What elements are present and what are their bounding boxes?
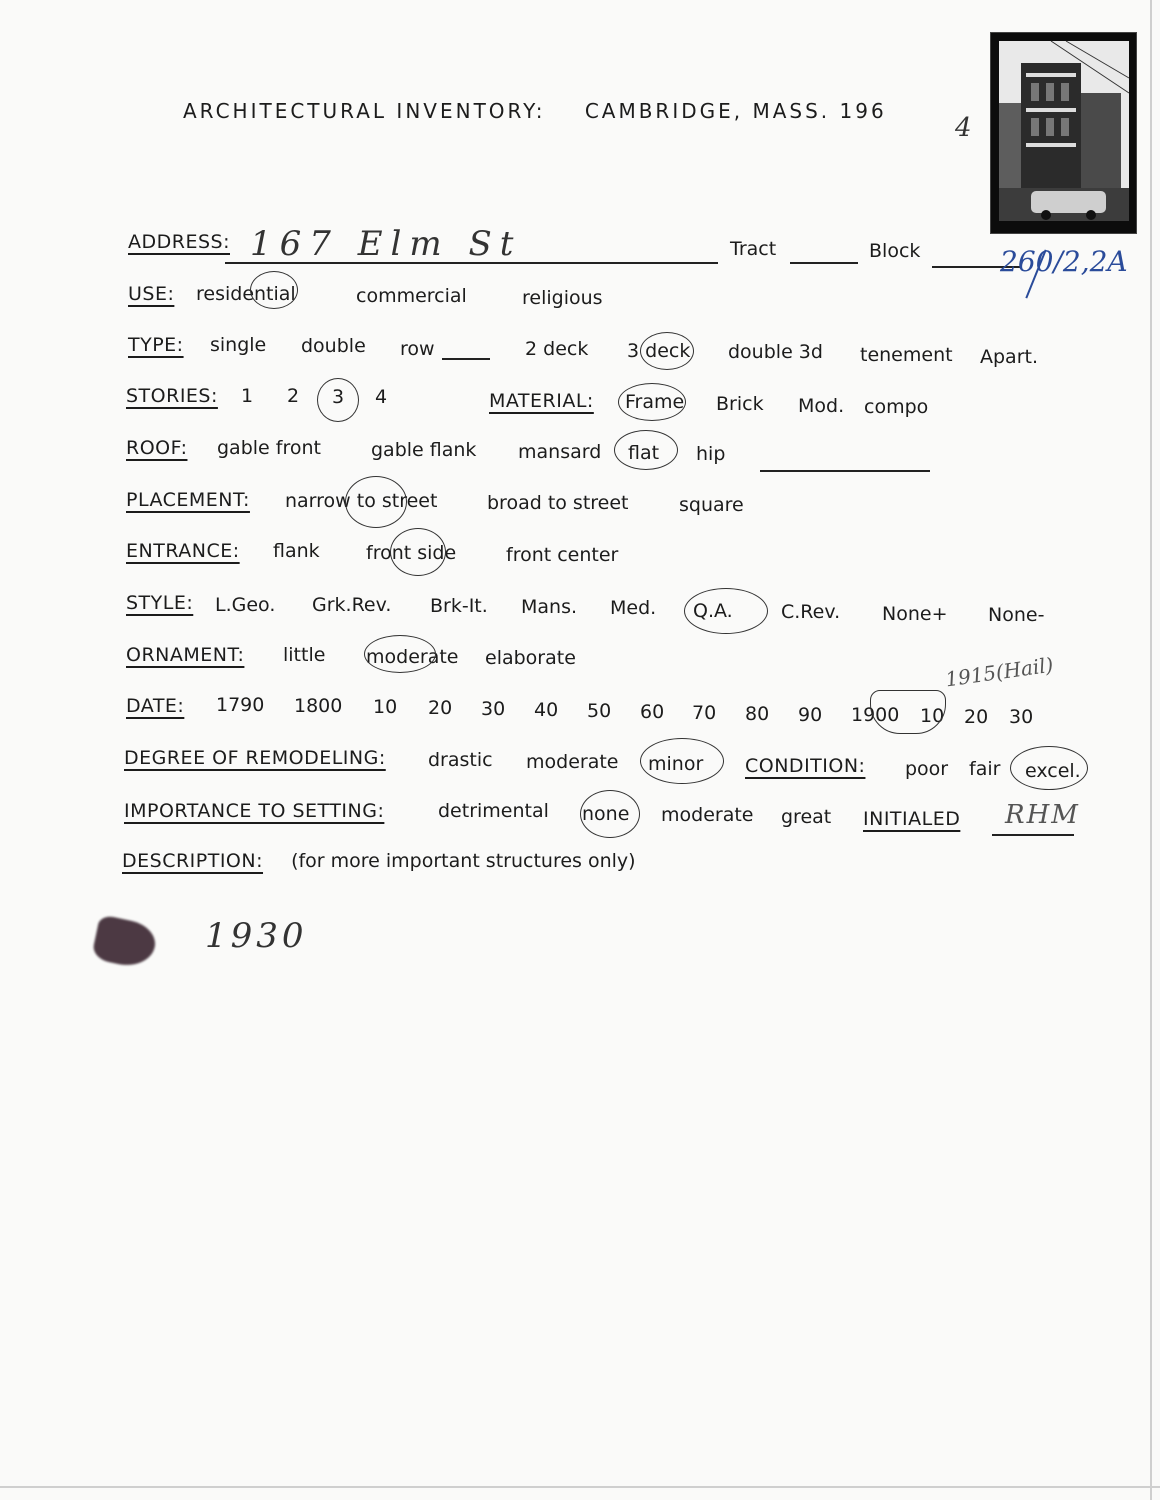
ornament-option-moderate[interactable]: moderate [366, 646, 459, 668]
condition-option-poor[interactable]: poor [905, 758, 949, 780]
paper-edge-right [1150, 0, 1152, 1500]
style-option-qa[interactable]: Q.A. [693, 600, 733, 622]
date-option-90[interactable]: 90 [798, 704, 823, 726]
style-option-none-minus[interactable]: None- [988, 604, 1045, 626]
stories-option-4[interactable]: 4 [375, 386, 388, 408]
address-handwritten: 167 Elm St [250, 224, 522, 264]
style-row [126, 592, 193, 614]
block-handwritten: 260/2,2A [1000, 245, 1128, 278]
date-label: DATE: [126, 695, 185, 717]
form-header [183, 99, 887, 123]
initialed-handwritten: RHM [1005, 800, 1080, 830]
type-row-line[interactable] [442, 358, 490, 360]
entrance-option-front-side[interactable]: front side [366, 542, 457, 564]
importance-option-moderate[interactable]: moderate [661, 804, 754, 826]
block-label: Block [869, 240, 921, 262]
type-option-apart[interactable]: Apart. [980, 346, 1039, 368]
remodeling-option-moderate[interactable]: moderate [526, 751, 619, 773]
date-option-80[interactable]: 80 [745, 703, 770, 725]
date-option-70[interactable]: 70 [692, 702, 717, 724]
initialed-line[interactable] [992, 834, 1074, 836]
importance-row [124, 800, 384, 822]
use-option-religious[interactable]: religious [522, 287, 603, 309]
placement-row [126, 489, 250, 511]
use-row [128, 283, 174, 305]
stories-option-2[interactable]: 2 [287, 385, 300, 407]
form-city: CAMBRIDGE, MASS. 196 [584, 99, 887, 123]
remodeling-option-drastic[interactable]: drastic [428, 749, 493, 771]
roof-option-mansard[interactable]: mansard [518, 441, 602, 463]
date-row [126, 695, 184, 717]
date-option-1930[interactable]: 30 [1009, 706, 1034, 728]
placement-option-narrow[interactable]: narrow to street [285, 490, 438, 512]
date-option-20[interactable]: 20 [428, 697, 453, 719]
remodeling-row [124, 747, 386, 769]
type-option-row[interactable]: row [400, 338, 435, 360]
material-option-brick[interactable]: Brick [716, 393, 764, 415]
date-option-1800[interactable]: 1800 [294, 695, 343, 717]
remodeling-label: DEGREE OF REMODELING: [124, 747, 386, 769]
ornament-label: ORNAMENT: [126, 644, 245, 666]
type-option-3-deck[interactable]: 3 deck [627, 340, 691, 362]
material-row [489, 390, 594, 412]
style-label: STYLE: [126, 592, 194, 614]
paper-edge-bottom [0, 1486, 1160, 1488]
date-option-10[interactable]: 10 [373, 696, 398, 718]
type-row [128, 334, 184, 356]
use-label: USE: [128, 283, 175, 305]
material-label: MATERIAL: [489, 390, 594, 412]
roof-label: ROOF: [126, 437, 188, 459]
date-note-handwritten: 1915(Hail) [943, 652, 1055, 692]
importance-option-detrimental[interactable]: detrimental [438, 800, 549, 822]
date-option-50[interactable]: 50 [587, 700, 612, 722]
material-option-frame[interactable]: Frame [625, 391, 685, 413]
stories-option-1[interactable]: 1 [241, 385, 254, 407]
ornament-row [126, 644, 244, 666]
condition-label: CONDITION: [745, 755, 866, 777]
importance-option-none[interactable]: none [582, 803, 630, 825]
ornament-option-little[interactable]: little [283, 644, 326, 666]
style-option-grk-rev[interactable]: Grk.Rev. [312, 594, 392, 616]
type-option-double-3d[interactable]: double 3d [728, 341, 823, 363]
date-option-40[interactable]: 40 [534, 699, 559, 721]
style-option-l-geo[interactable]: L.Geo. [215, 594, 276, 616]
entrance-option-flank[interactable]: flank [273, 540, 320, 562]
importance-label: IMPORTANCE TO SETTING: [124, 800, 385, 822]
placement-label: PLACEMENT: [126, 489, 250, 511]
material-option-compo[interactable]: compo [864, 396, 929, 418]
date-option-60[interactable]: 60 [640, 701, 665, 723]
description-handwritten: 1930 [205, 916, 308, 956]
style-option-med[interactable]: Med. [610, 597, 657, 619]
year-handwritten: 4 [955, 113, 972, 143]
remodeling-option-minor[interactable]: minor [648, 753, 704, 775]
ink-smudge [91, 914, 159, 970]
condition-row [745, 755, 865, 777]
description-label: DESCRIPTION: [122, 850, 264, 872]
type-option-double[interactable]: double [301, 335, 366, 357]
use-option-commercial[interactable]: commercial [356, 285, 467, 307]
tract-line[interactable] [790, 262, 858, 264]
type-option-2-deck[interactable]: 2 deck [525, 338, 589, 360]
form-title: ARCHITECTURAL INVENTORY: [183, 99, 546, 123]
importance-option-great[interactable]: great [781, 806, 832, 828]
date-option-1900[interactable]: 1900 [851, 704, 900, 726]
ornament-option-elaborate[interactable]: elaborate [485, 647, 576, 669]
address-row [128, 231, 230, 253]
entrance-option-front-center[interactable]: front center [506, 544, 619, 566]
building-photo-icon [991, 33, 1136, 233]
description-row [122, 850, 636, 872]
condition-option-excel[interactable]: excel. [1025, 760, 1081, 782]
placement-option-broad[interactable]: broad to street [487, 492, 629, 514]
building-photo [990, 32, 1137, 234]
style-option-mans[interactable]: Mans. [521, 596, 578, 618]
material-option-mod[interactable]: Mod. [798, 395, 845, 417]
date-option-1790[interactable]: 1790 [216, 694, 265, 716]
initialed-row [863, 808, 960, 830]
date-option-30[interactable]: 30 [481, 698, 506, 720]
address-label: ADDRESS: [128, 231, 230, 253]
roof-option-gable-flank[interactable]: gable flank [371, 439, 477, 461]
initialed-label: INITIALED [863, 808, 961, 830]
roof-option-flat[interactable]: flat [628, 442, 660, 464]
type-option-tenement[interactable]: tenement [860, 344, 953, 366]
type-label: TYPE: [128, 334, 184, 356]
roof-other-line[interactable] [760, 470, 930, 472]
roof-row [126, 437, 187, 459]
tract-label: Tract [730, 238, 777, 260]
style-option-brk-it[interactable]: Brk-It. [430, 595, 488, 617]
description-note: (for more important structures only) [291, 850, 636, 872]
stories-option-3[interactable]: 3 [332, 386, 345, 408]
type-option-single[interactable]: single [210, 334, 267, 356]
roof-option-gable-front[interactable]: gable front [217, 437, 321, 459]
condition-option-fair[interactable]: fair [969, 758, 1001, 780]
stories-label: STORIES: [126, 385, 218, 407]
stories-row [126, 385, 218, 407]
style-option-none-plus[interactable]: None+ [882, 603, 948, 625]
date-option-1910[interactable]: 10 [920, 705, 945, 727]
placement-option-square[interactable]: square [679, 494, 744, 516]
entrance-row [126, 540, 240, 562]
date-option-1920[interactable]: 20 [964, 706, 989, 728]
style-option-c-rev[interactable]: C.Rev. [781, 601, 841, 623]
use-option-residential[interactable]: residential [196, 283, 296, 305]
roof-option-hip[interactable]: hip [696, 443, 726, 465]
entrance-label: ENTRANCE: [126, 540, 240, 562]
